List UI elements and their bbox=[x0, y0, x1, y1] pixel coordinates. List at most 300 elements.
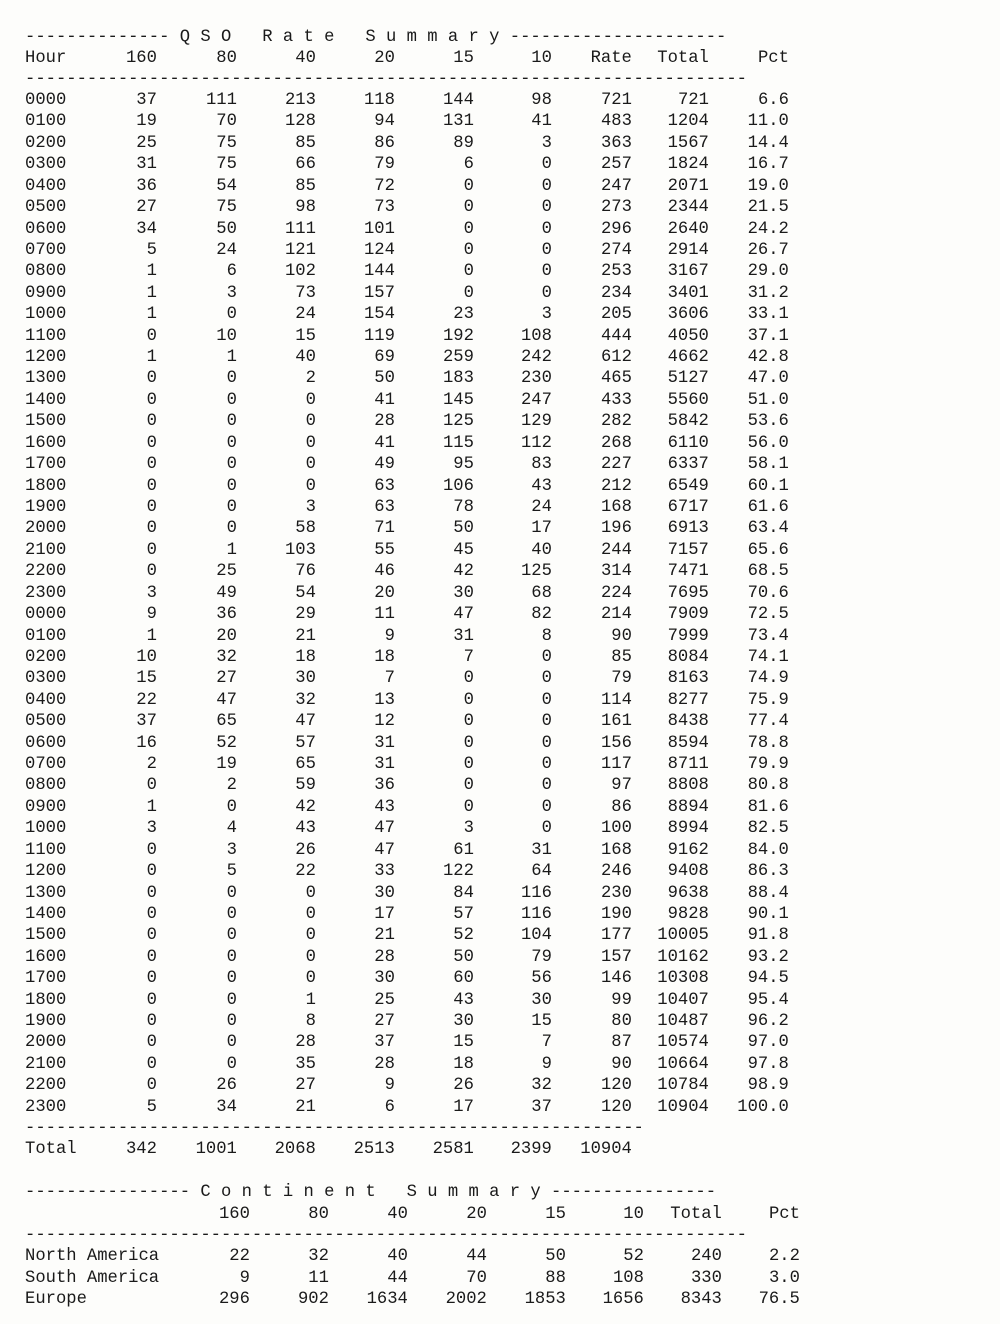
cell-15: 0 bbox=[463, 798, 474, 817]
divider-line: ---------------------------------------------------------------------- bbox=[25, 70, 747, 89]
cell-160: 0 bbox=[146, 562, 157, 581]
cell-pct: 63.4 bbox=[747, 519, 789, 538]
cell-total: 8438 bbox=[667, 712, 709, 731]
cell-total: 6549 bbox=[667, 477, 709, 496]
cell-160: 1 bbox=[146, 262, 157, 281]
continent-cell-total: 330 bbox=[690, 1268, 722, 1288]
cell-40: 111 bbox=[284, 220, 316, 239]
cell-80: 111 bbox=[205, 91, 237, 110]
cell-15: 0 bbox=[463, 712, 474, 731]
cell-40: 76 bbox=[295, 562, 316, 581]
qso-rate-summary-title: -------------- Q S O R a t e S u m m a r y --------------------- bbox=[25, 28, 727, 47]
cell-15: 47 bbox=[453, 605, 474, 624]
cell-10: 116 bbox=[520, 905, 552, 924]
cell-40: 18 bbox=[295, 648, 316, 667]
cell-15: 0 bbox=[463, 755, 474, 774]
cell-10: 3 bbox=[541, 305, 552, 324]
cell-10: 79 bbox=[531, 948, 552, 967]
continent-cell-10: 108 bbox=[612, 1268, 644, 1288]
cell-pct: 97.0 bbox=[747, 1033, 789, 1052]
cell-80: 0 bbox=[226, 969, 237, 988]
cell-10: 0 bbox=[541, 155, 552, 174]
cell-80: 0 bbox=[226, 412, 237, 431]
cell-10: 129 bbox=[520, 412, 552, 431]
cell-160: 27 bbox=[136, 198, 157, 217]
cell-hour: 2300 bbox=[25, 1098, 67, 1117]
cell-40: 28 bbox=[295, 1033, 316, 1052]
cell-rate: 196 bbox=[600, 519, 632, 538]
cell-80: 19 bbox=[216, 755, 237, 774]
cell-15: 122 bbox=[442, 862, 474, 881]
cell-hour: 0000 bbox=[25, 605, 67, 624]
cell-40: 0 bbox=[305, 884, 316, 903]
cell-160: 0 bbox=[146, 948, 157, 967]
cell-pct: 19.0 bbox=[747, 177, 789, 196]
cell-total: 10664 bbox=[657, 1055, 709, 1074]
cell-15: 89 bbox=[453, 134, 474, 153]
cell-80: 75 bbox=[216, 198, 237, 217]
header-col-20: 20 bbox=[374, 49, 395, 68]
continent-header-col-40: 40 bbox=[387, 1205, 408, 1224]
cell-40: 0 bbox=[305, 905, 316, 924]
cell-10: 40 bbox=[531, 541, 552, 560]
cell-20: 86 bbox=[374, 134, 395, 153]
cell-10: 0 bbox=[541, 648, 552, 667]
cell-160: 1 bbox=[146, 284, 157, 303]
cell-80: 0 bbox=[226, 477, 237, 496]
cell-10: 83 bbox=[531, 455, 552, 474]
cell-20: 154 bbox=[363, 305, 395, 324]
cell-hour: 0400 bbox=[25, 177, 67, 196]
cell-40: 26 bbox=[295, 841, 316, 860]
cell-rate: 177 bbox=[600, 926, 632, 945]
continent-cell-pct: 2.2 bbox=[768, 1247, 800, 1266]
cell-total: 9638 bbox=[667, 884, 709, 903]
cell-40: 103 bbox=[284, 541, 316, 560]
cell-160: 0 bbox=[146, 1012, 157, 1031]
cell-hour: 0100 bbox=[25, 627, 67, 646]
cell-hour: 0300 bbox=[25, 669, 67, 688]
cell-pct: 37.1 bbox=[747, 327, 789, 346]
cell-40: 54 bbox=[295, 584, 316, 603]
cell-160: 1 bbox=[146, 348, 157, 367]
cell-20: 11 bbox=[374, 605, 395, 624]
cell-160: 0 bbox=[146, 541, 157, 560]
cell-10: 0 bbox=[541, 755, 552, 774]
cell-20: 50 bbox=[374, 369, 395, 388]
cell-total: 1567 bbox=[667, 134, 709, 153]
cell-total: 2914 bbox=[667, 241, 709, 260]
cell-total: 8994 bbox=[667, 819, 709, 838]
cell-15: 50 bbox=[453, 519, 474, 538]
cell-80: 49 bbox=[216, 584, 237, 603]
cell-total: 4050 bbox=[667, 327, 709, 346]
cell-40: 42 bbox=[295, 798, 316, 817]
cell-20: 144 bbox=[363, 262, 395, 281]
cell-10: 116 bbox=[520, 884, 552, 903]
cell-160: 3 bbox=[146, 819, 157, 838]
cell-total: 8163 bbox=[667, 669, 709, 688]
cell-160: 0 bbox=[146, 905, 157, 924]
header-col-15: 15 bbox=[453, 49, 474, 68]
cell-40: 32 bbox=[295, 691, 316, 710]
cell-hour: 1400 bbox=[25, 391, 67, 410]
cell-40: 213 bbox=[284, 91, 316, 110]
cell-total: 5560 bbox=[667, 391, 709, 410]
cell-hour: 0900 bbox=[25, 284, 67, 303]
cell-15: 259 bbox=[442, 348, 474, 367]
cell-160: 0 bbox=[146, 1076, 157, 1095]
continent-cell-80: 902 bbox=[297, 1290, 329, 1309]
cell-15: 145 bbox=[442, 391, 474, 410]
cell-rate: 433 bbox=[600, 391, 632, 410]
cell-hour: 1600 bbox=[25, 948, 67, 967]
cell-80: 6 bbox=[226, 262, 237, 281]
cell-rate: 157 bbox=[600, 948, 632, 967]
cell-15: 0 bbox=[463, 220, 474, 239]
cell-rate: 612 bbox=[600, 348, 632, 367]
cell-hour: 0200 bbox=[25, 648, 67, 667]
cell-160: 0 bbox=[146, 434, 157, 453]
continent-header-col-pct: Pct bbox=[768, 1205, 800, 1224]
cell-10: 125 bbox=[520, 562, 552, 581]
continent-name: Europe bbox=[25, 1290, 87, 1309]
cell-hour: 1000 bbox=[25, 305, 67, 324]
cell-hour: 1700 bbox=[25, 969, 67, 988]
cell-total: 10487 bbox=[657, 1012, 709, 1031]
cell-pct: 75.9 bbox=[747, 691, 789, 710]
continent-header-col-160: 160 bbox=[218, 1205, 250, 1224]
cell-rate: 247 bbox=[600, 177, 632, 196]
cell-160: 0 bbox=[146, 776, 157, 795]
cell-total: 8277 bbox=[667, 691, 709, 710]
cell-80: 26 bbox=[216, 1076, 237, 1095]
cell-pct: 100.0 bbox=[737, 1098, 789, 1117]
cell-40: 30 bbox=[295, 669, 316, 688]
cell-80: 0 bbox=[226, 905, 237, 924]
cell-40: 98 bbox=[295, 198, 316, 217]
cell-15: 0 bbox=[463, 177, 474, 196]
cell-total: 7999 bbox=[667, 627, 709, 646]
cell-15: 183 bbox=[442, 369, 474, 388]
cell-15: 30 bbox=[453, 1012, 474, 1031]
cell-10: 82 bbox=[531, 605, 552, 624]
cell-hour: 1300 bbox=[25, 369, 67, 388]
cell-rate: 257 bbox=[600, 155, 632, 174]
total-15: 2581 bbox=[432, 1140, 474, 1159]
cell-10: 64 bbox=[531, 862, 552, 881]
cell-10: 0 bbox=[541, 734, 552, 753]
continent-cell-40: 44 bbox=[387, 1268, 408, 1288]
cell-total: 10407 bbox=[657, 991, 709, 1010]
cell-pct: 74.9 bbox=[747, 669, 789, 688]
cell-rate: 224 bbox=[600, 584, 632, 603]
cell-160: 37 bbox=[136, 91, 157, 110]
cell-total: 10162 bbox=[657, 948, 709, 967]
header-hour: Hour bbox=[25, 49, 67, 68]
cell-40: 3 bbox=[305, 498, 316, 517]
continent-cell-15: 1853 bbox=[524, 1290, 566, 1309]
continent-cell-40: 1634 bbox=[366, 1290, 408, 1309]
cell-160: 1 bbox=[146, 798, 157, 817]
cell-pct: 51.0 bbox=[747, 391, 789, 410]
cell-rate: 100 bbox=[600, 819, 632, 838]
cell-total: 8894 bbox=[667, 798, 709, 817]
cell-20: 7 bbox=[384, 669, 395, 688]
cell-10: 30 bbox=[531, 991, 552, 1010]
cell-40: 8 bbox=[305, 1012, 316, 1031]
cell-total: 3401 bbox=[667, 284, 709, 303]
cell-160: 0 bbox=[146, 884, 157, 903]
cell-40: 21 bbox=[295, 1098, 316, 1117]
cell-rate: 168 bbox=[600, 498, 632, 517]
cell-20: 43 bbox=[374, 798, 395, 817]
cell-10: 0 bbox=[541, 776, 552, 795]
cell-40: 85 bbox=[295, 177, 316, 196]
cell-80: 0 bbox=[226, 498, 237, 517]
cell-20: 21 bbox=[374, 926, 395, 945]
header-col-10: 10 bbox=[531, 49, 552, 68]
cell-hour: 0800 bbox=[25, 776, 67, 795]
cell-40: 47 bbox=[295, 712, 316, 731]
cell-40: 15 bbox=[295, 327, 316, 346]
total-40: 2068 bbox=[274, 1140, 316, 1159]
cell-hour: 1100 bbox=[25, 327, 67, 346]
cell-15: 61 bbox=[453, 841, 474, 860]
cell-20: 31 bbox=[374, 734, 395, 753]
cell-160: 0 bbox=[146, 455, 157, 474]
cell-total: 6913 bbox=[667, 519, 709, 538]
cell-pct: 82.5 bbox=[747, 819, 789, 838]
cell-total: 5842 bbox=[667, 412, 709, 431]
cell-160: 0 bbox=[146, 412, 157, 431]
cell-40: 85 bbox=[295, 134, 316, 153]
continent-header-col-15: 15 bbox=[545, 1205, 566, 1224]
cell-160: 5 bbox=[146, 241, 157, 260]
cell-40: 22 bbox=[295, 862, 316, 881]
cell-10: 247 bbox=[520, 391, 552, 410]
cell-80: 0 bbox=[226, 455, 237, 474]
cell-10: 0 bbox=[541, 691, 552, 710]
cell-10: 24 bbox=[531, 498, 552, 517]
cell-15: 43 bbox=[453, 991, 474, 1010]
cell-pct: 86.3 bbox=[747, 862, 789, 881]
continent-header-col-80: 80 bbox=[308, 1205, 329, 1224]
cell-total: 8594 bbox=[667, 734, 709, 753]
cell-total: 10784 bbox=[657, 1076, 709, 1095]
continent-cell-160: 296 bbox=[218, 1290, 250, 1309]
cell-hour: 1500 bbox=[25, 412, 67, 431]
continent-cell-15: 88 bbox=[545, 1268, 566, 1288]
cell-40: 29 bbox=[295, 605, 316, 624]
cell-10: 31 bbox=[531, 841, 552, 860]
cell-pct: 60.1 bbox=[747, 477, 789, 496]
cell-160: 16 bbox=[136, 734, 157, 753]
cell-80: 20 bbox=[216, 627, 237, 646]
cell-160: 0 bbox=[146, 926, 157, 945]
cell-20: 27 bbox=[374, 1012, 395, 1031]
cell-15: 0 bbox=[463, 198, 474, 217]
cell-80: 27 bbox=[216, 669, 237, 688]
cell-rate: 86 bbox=[611, 798, 632, 817]
continent-name: South America bbox=[25, 1268, 160, 1288]
cell-15: 52 bbox=[453, 926, 474, 945]
cell-20: 25 bbox=[374, 991, 395, 1010]
continent-cell-20: 2002 bbox=[445, 1290, 487, 1309]
continent-header-col-20: 20 bbox=[466, 1205, 487, 1224]
cell-15: 0 bbox=[463, 776, 474, 795]
cell-pct: 91.8 bbox=[747, 926, 789, 945]
cell-80: 54 bbox=[216, 177, 237, 196]
cell-pct: 14.4 bbox=[747, 134, 789, 153]
cell-20: 79 bbox=[374, 155, 395, 174]
cell-total: 7157 bbox=[667, 541, 709, 560]
total-10: 2399 bbox=[510, 1140, 552, 1159]
cell-total: 2071 bbox=[667, 177, 709, 196]
cell-pct: 77.4 bbox=[747, 712, 789, 731]
continent-cell-10: 1656 bbox=[602, 1290, 644, 1309]
cell-80: 0 bbox=[226, 391, 237, 410]
cell-40: 0 bbox=[305, 948, 316, 967]
cell-15: 50 bbox=[453, 948, 474, 967]
cell-160: 0 bbox=[146, 1055, 157, 1074]
cell-pct: 90.1 bbox=[747, 905, 789, 924]
cell-40: 0 bbox=[305, 477, 316, 496]
cell-40: 73 bbox=[295, 284, 316, 303]
cell-total: 4662 bbox=[667, 348, 709, 367]
cell-hour: 0400 bbox=[25, 691, 67, 710]
cell-20: 30 bbox=[374, 969, 395, 988]
cell-total: 1824 bbox=[667, 155, 709, 174]
cell-15: 15 bbox=[453, 1033, 474, 1052]
cell-rate: 230 bbox=[600, 884, 632, 903]
cell-rate: 244 bbox=[600, 541, 632, 560]
cell-15: 23 bbox=[453, 305, 474, 324]
continent-cell-20: 70 bbox=[466, 1268, 487, 1288]
cell-10: 0 bbox=[541, 220, 552, 239]
cell-total: 6717 bbox=[667, 498, 709, 517]
cell-10: 56 bbox=[531, 969, 552, 988]
cell-80: 0 bbox=[226, 1055, 237, 1074]
cell-20: 28 bbox=[374, 1055, 395, 1074]
cell-10: 17 bbox=[531, 519, 552, 538]
cell-total: 9408 bbox=[667, 862, 709, 881]
cell-160: 1 bbox=[146, 305, 157, 324]
cell-80: 34 bbox=[216, 1098, 237, 1117]
cell-20: 37 bbox=[374, 1033, 395, 1052]
cell-80: 0 bbox=[226, 948, 237, 967]
continent-cell-160: 9 bbox=[239, 1268, 250, 1288]
cell-160: 0 bbox=[146, 477, 157, 496]
cell-rate: 274 bbox=[600, 241, 632, 260]
cell-80: 52 bbox=[216, 734, 237, 753]
cell-40: 0 bbox=[305, 969, 316, 988]
cell-rate: 85 bbox=[611, 648, 632, 667]
cell-20: 18 bbox=[374, 648, 395, 667]
cell-pct: 16.7 bbox=[747, 155, 789, 174]
cell-rate: 444 bbox=[600, 327, 632, 346]
cell-15: 45 bbox=[453, 541, 474, 560]
cell-80: 0 bbox=[226, 305, 237, 324]
cell-20: 12 bbox=[374, 712, 395, 731]
cell-20: 69 bbox=[374, 348, 395, 367]
cell-10: 8 bbox=[541, 627, 552, 646]
cell-pct: 61.6 bbox=[747, 498, 789, 517]
cell-rate: 90 bbox=[611, 627, 632, 646]
cell-15: 60 bbox=[453, 969, 474, 988]
cell-total: 6110 bbox=[667, 434, 709, 453]
cell-rate: 214 bbox=[600, 605, 632, 624]
cell-pct: 58.1 bbox=[747, 455, 789, 474]
cell-10: 15 bbox=[531, 1012, 552, 1031]
cell-160: 0 bbox=[146, 369, 157, 388]
cell-pct: 68.5 bbox=[747, 562, 789, 581]
cell-40: 24 bbox=[295, 305, 316, 324]
header-col-total: Total bbox=[657, 49, 709, 68]
cell-20: 101 bbox=[363, 220, 395, 239]
cell-total: 9828 bbox=[667, 905, 709, 924]
header-col-80: 80 bbox=[216, 49, 237, 68]
cell-160: 34 bbox=[136, 220, 157, 239]
cell-20: 63 bbox=[374, 498, 395, 517]
cell-20: 71 bbox=[374, 519, 395, 538]
cell-10: 0 bbox=[541, 262, 552, 281]
cell-10: 112 bbox=[520, 434, 552, 453]
cell-20: 28 bbox=[374, 948, 395, 967]
cell-20: 41 bbox=[374, 391, 395, 410]
cell-10: 0 bbox=[541, 819, 552, 838]
cell-10: 0 bbox=[541, 198, 552, 217]
cell-80: 3 bbox=[226, 841, 237, 860]
cell-160: 22 bbox=[136, 691, 157, 710]
cell-pct: 29.0 bbox=[747, 262, 789, 281]
cell-20: 124 bbox=[363, 241, 395, 260]
cell-160: 3 bbox=[146, 584, 157, 603]
cell-pct: 84.0 bbox=[747, 841, 789, 860]
cell-total: 10574 bbox=[657, 1033, 709, 1052]
cell-hour: 1000 bbox=[25, 819, 67, 838]
continent-cell-total: 240 bbox=[690, 1247, 722, 1266]
cell-15: 131 bbox=[442, 112, 474, 131]
cell-10: 242 bbox=[520, 348, 552, 367]
cell-80: 0 bbox=[226, 1033, 237, 1052]
cell-pct: 47.0 bbox=[747, 369, 789, 388]
cell-80: 32 bbox=[216, 648, 237, 667]
cell-20: 9 bbox=[384, 1076, 395, 1095]
cell-total: 10005 bbox=[657, 926, 709, 945]
cell-20: 41 bbox=[374, 434, 395, 453]
total-160: 342 bbox=[125, 1140, 157, 1159]
cell-80: 0 bbox=[226, 884, 237, 903]
cell-40: 40 bbox=[295, 348, 316, 367]
cell-160: 0 bbox=[146, 498, 157, 517]
cell-15: 57 bbox=[453, 905, 474, 924]
cell-160: 0 bbox=[146, 991, 157, 1010]
cell-80: 0 bbox=[226, 991, 237, 1010]
cell-10: 43 bbox=[531, 477, 552, 496]
cell-20: 49 bbox=[374, 455, 395, 474]
cell-pct: 98.9 bbox=[747, 1076, 789, 1095]
cell-40: 102 bbox=[284, 262, 316, 281]
cell-pct: 78.8 bbox=[747, 734, 789, 753]
cell-total: 7471 bbox=[667, 562, 709, 581]
cell-80: 1 bbox=[226, 541, 237, 560]
cell-80: 25 bbox=[216, 562, 237, 581]
cell-10: 108 bbox=[520, 327, 552, 346]
cell-40: 27 bbox=[295, 1076, 316, 1095]
cell-20: 63 bbox=[374, 477, 395, 496]
cell-rate: 87 bbox=[611, 1033, 632, 1052]
